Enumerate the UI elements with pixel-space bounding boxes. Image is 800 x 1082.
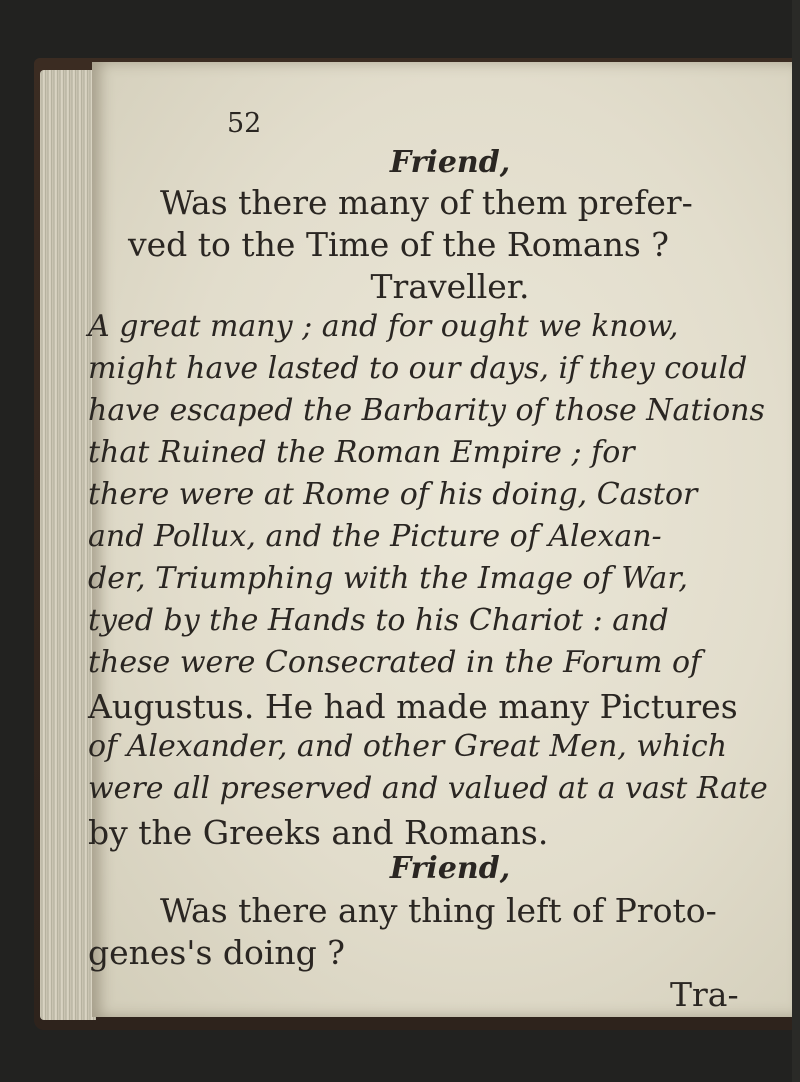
text-line: by the Greeks and Romans. [88, 813, 549, 852]
speaker-label: Traveller. [370, 267, 530, 306]
text-line: Was there many of them prefer- [160, 183, 693, 222]
text-line: have escaped the Barbarity of those Nations [88, 393, 765, 428]
text-line: of Alexander, and other Great Men, which [88, 729, 728, 764]
text-line: genes's doing ? [88, 933, 345, 972]
text-line: might have lasted to our days, if they could [88, 351, 748, 386]
page-number: 52 [227, 108, 262, 139]
text-line: ved to the Time of the Romans ? [128, 225, 669, 264]
text-line: tyed by the Hands to his Chariot : and [88, 603, 669, 638]
text-line: Augustus. He had made many Pictures [88, 687, 738, 726]
scan-border [792, 0, 800, 1082]
text-line: there were at Rome of his doing, Castor [88, 477, 698, 512]
speaker-label: Friend, [389, 851, 511, 886]
text-line: der, Triumphing with the Image of War, [88, 561, 688, 596]
text-line: these were Consecrated in the Forum of [88, 645, 702, 680]
speaker-label: Friend, [389, 145, 511, 180]
text-line: A great many ; and for ought we know, [88, 309, 679, 344]
text-line: and Pollux, and the Picture of Alexan- [88, 519, 662, 554]
text-line: that Ruined the Roman Empire ; for [88, 435, 635, 470]
text-line: Was there any thing left of Proto- [160, 891, 717, 930]
text-line: were all preserved and valued at a vast Rate [88, 771, 768, 806]
catchword: Tra- [670, 975, 739, 1014]
